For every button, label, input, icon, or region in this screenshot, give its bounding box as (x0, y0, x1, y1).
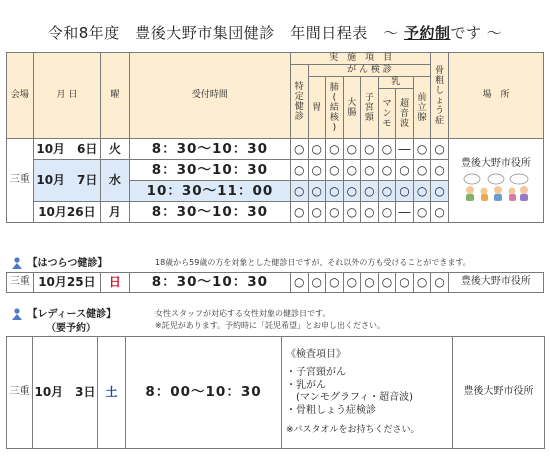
exam-mark: ○ (326, 139, 344, 160)
exam-mark: ○ (431, 273, 449, 293)
exam-mark: ○ (396, 181, 414, 202)
exam-mark: ○ (431, 202, 449, 223)
exam-mark: ○ (308, 160, 326, 181)
prostate-header: 前 立 腺 (413, 77, 431, 139)
exam-mark: ○ (343, 202, 361, 223)
hatsuratsu-table (6, 272, 544, 293)
stomach-header: 胃 (308, 77, 326, 139)
date-cell: 10月 7日 (33, 160, 100, 202)
colon-header: 大 腸 (343, 77, 361, 139)
exam-mark: ○ (378, 202, 396, 223)
breast-header: 乳 (378, 77, 413, 89)
exam-mark: ○ (290, 202, 308, 223)
time-cell: 8：30～10：30 (129, 273, 290, 293)
date-cell: 10月 6日 (33, 139, 100, 160)
exam-mark: ○ (413, 160, 431, 181)
lung-header: 肺 ( 結 核 ) (326, 77, 344, 139)
exam-mark: ○ (308, 273, 326, 293)
schedule-table (6, 52, 544, 223)
item-breast-detail: (マンモグラフィ・超音波) (286, 392, 414, 404)
dow-cell: 火 (100, 139, 129, 160)
ladies-sub: （要予約） (46, 323, 96, 334)
exam-mark: ○ (378, 160, 396, 181)
dow-cell: 土 (98, 337, 126, 449)
cervix-header: 子 宮 頸 (361, 77, 379, 139)
exam-mark: ○ (361, 273, 379, 293)
time-cell: 8：30～10：30 (129, 202, 290, 223)
exam-mark: ○ (396, 160, 414, 181)
exam-mark: ○ (413, 273, 431, 293)
venue-cell: 三重 (7, 273, 34, 293)
mammo-header: マ ン モ (378, 89, 396, 139)
hatsuratsu-note: 18歳から59歳の方を対象とした健診日ですが、それ以外の方も受けることができます。 (155, 258, 471, 267)
date-cell: 10月26日 (33, 202, 100, 223)
exam-mark: ○ (308, 139, 326, 160)
exam-mark: ○ (413, 202, 431, 223)
exam-mark: ○ (396, 273, 414, 293)
place-cell: 豊後大野市役所 (448, 273, 543, 293)
ladies-note-1: 女性スタッフが対応する女性対象の健診日です。 (155, 309, 331, 318)
time-cell: 10：30～11：00 (129, 181, 290, 202)
table-row (7, 139, 544, 160)
exam-mark: ○ (290, 139, 308, 160)
exam-items-cell (282, 337, 453, 449)
exam-mark: ― (396, 139, 414, 160)
date-header: 月 日 (33, 53, 100, 139)
people-illustration (462, 172, 530, 202)
person-icon (10, 257, 24, 270)
exam-mark: ― (396, 202, 414, 223)
dow-cell: 水 (100, 160, 129, 202)
exam-mark: ○ (326, 160, 344, 181)
item-cervix: ・子宮頸がん (286, 367, 346, 379)
dow-cell: 月 (100, 202, 129, 223)
ladies-table (6, 336, 545, 449)
item-osteo: ・骨粗しょう症検診 (286, 404, 376, 416)
exam-mark: ○ (290, 273, 308, 293)
exam-mark: ○ (431, 139, 449, 160)
reservation-emphasis: 予約制 (404, 24, 451, 42)
exam-mark: ○ (343, 181, 361, 202)
exam-mark: ○ (413, 139, 431, 160)
exam-mark: ○ (431, 160, 449, 181)
exam-mark: ○ (361, 160, 379, 181)
time-cell: 8：00～10：30 (126, 337, 282, 449)
osteo-header: 骨 粗 し ょ う 症 (431, 53, 449, 139)
item-breast: ・乳がん (286, 379, 326, 391)
specific-checkup-header: 特 定 健 診 (290, 65, 308, 139)
hatsuratsu-label: 【はつらつ健診】 (10, 254, 107, 270)
time-cell: 8：30～10：30 (129, 139, 290, 160)
ladies-note-2: ※託児があります。予約時に「託児希望」とお申し出ください。 (155, 321, 386, 330)
venue-cell: 三重 (7, 139, 34, 223)
exam-mark: ○ (326, 181, 344, 202)
table-row (7, 337, 545, 449)
date-cell: 10月25日 (33, 273, 100, 293)
time-header: 受付時間 (129, 53, 290, 139)
exam-mark: ○ (326, 273, 344, 293)
exam-mark: ○ (413, 181, 431, 202)
exam-mark: ○ (431, 181, 449, 202)
page-title: 令和8年度 豊後大野市集団健診 年間日程表 ～ 予約制です ～ (47, 24, 503, 42)
ladies-label: 【レディース健診】 (10, 305, 116, 321)
exam-mark: ○ (378, 273, 396, 293)
exam-mark: ○ (308, 202, 326, 223)
venue-header: 会場 (7, 53, 34, 139)
echo-header: 超 音 波 (396, 89, 414, 139)
exam-mark: ○ (361, 139, 379, 160)
exam-mark: ○ (290, 160, 308, 181)
exam-mark: ○ (343, 273, 361, 293)
exam-mark: ○ (343, 139, 361, 160)
exam-mark: ○ (308, 181, 326, 202)
place-cell: 豊後大野市役所 (448, 139, 543, 223)
time-cell: 8：30～10：30 (129, 160, 290, 181)
exam-items-header: 実 施 項 目 (290, 53, 430, 65)
table-row (7, 273, 544, 293)
venue-cell: 三重 (7, 337, 33, 449)
place-header: 場 所 (448, 53, 543, 139)
dow-cell: 日 (100, 273, 129, 293)
dow-header: 曜 (100, 53, 129, 139)
items-title: 《検査項目》 (286, 348, 346, 360)
exam-mark: ○ (290, 181, 308, 202)
cancer-group-header: が ん 検 診 (308, 65, 431, 77)
place-cell: 豊後大野市役所 (453, 337, 545, 449)
exam-mark: ○ (361, 202, 379, 223)
person-icon (10, 308, 24, 321)
exam-mark: ○ (361, 181, 379, 202)
date-cell: 10月 3日 (33, 337, 98, 449)
exam-mark: ○ (326, 202, 344, 223)
towel-note: ※バスタオルをお持ちください。 (286, 425, 420, 436)
exam-mark: ○ (378, 139, 396, 160)
exam-mark: ○ (378, 181, 396, 202)
exam-mark: ○ (343, 160, 361, 181)
